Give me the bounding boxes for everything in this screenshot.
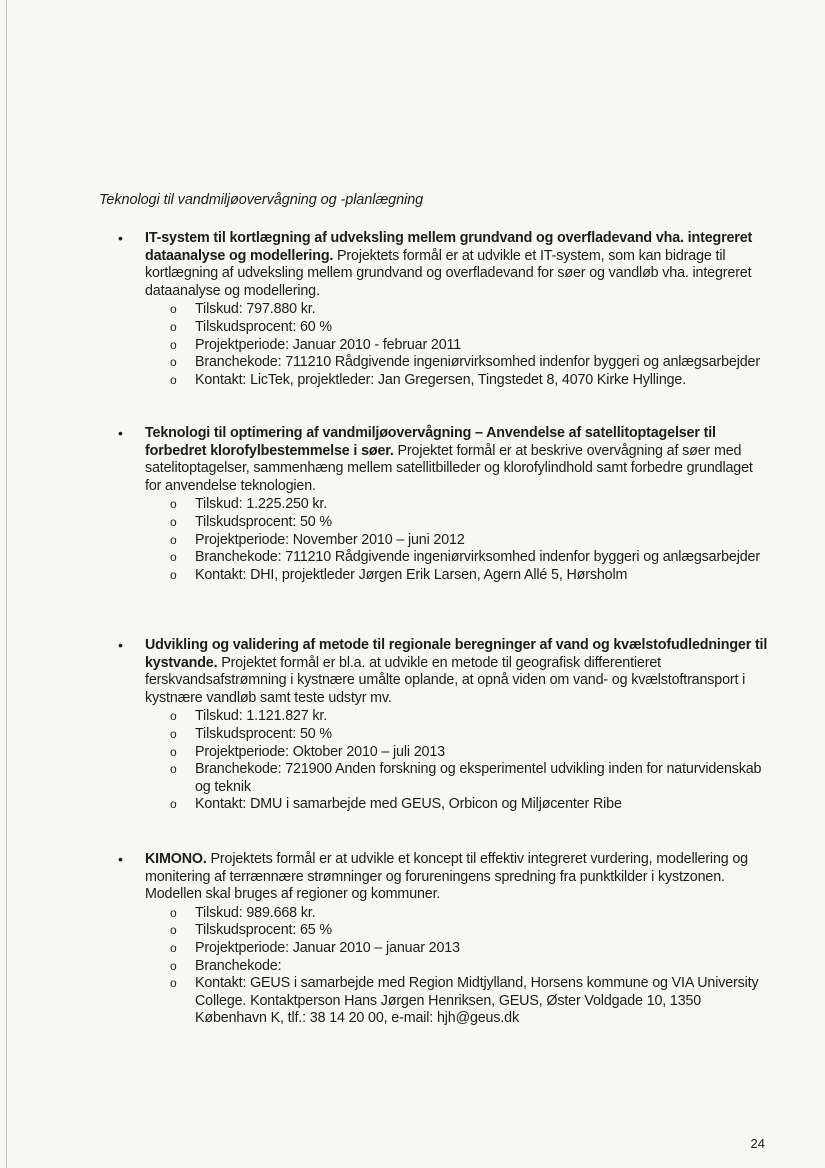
detail-grant-percent xyxy=(118,922,768,940)
bullet-icon: • xyxy=(118,637,123,653)
detail-industry-code xyxy=(118,958,768,976)
project-details xyxy=(118,708,768,814)
detail-grant-percent xyxy=(118,726,768,744)
detail-text: Projektperiode: November 2010 – juni 2012 xyxy=(195,531,465,548)
sub-bullet-icon: o xyxy=(170,532,177,547)
project-item xyxy=(118,851,768,1028)
page-number: 24 xyxy=(750,1136,765,1151)
sub-bullet-icon: o xyxy=(170,550,177,565)
project-description: Projektet formål er at beskrive overvågning af søer med satelitoptagelser, sammenhæng mellem satellitbilleder og klorofylindhold samt forbedre grundlaget for anvendelse teknologien. xyxy=(145,442,753,494)
project-details xyxy=(118,905,768,1028)
detail-period xyxy=(118,532,768,550)
detail-text: Tilskudsprocent: 50 % xyxy=(195,513,332,530)
detail-period xyxy=(118,940,768,958)
detail-text: Tilskudsprocent: 50 % xyxy=(195,725,332,742)
sub-bullet-icon: o xyxy=(170,514,177,529)
sub-bullet-icon: o xyxy=(170,567,177,582)
detail-text: Tilskud: 1.121.827 kr. xyxy=(195,708,328,725)
project-description: Projektets formål er at udvikle et koncept til effektiv integreret vurdering, modellering og monitering af terrænnære strømninger og forureningens spredning fra punktkilder i kystzonen. Modellen skal bruges af regioner og kommuner. xyxy=(145,851,748,903)
detail-contact xyxy=(118,567,768,585)
sub-bullet-icon: o xyxy=(170,497,177,512)
page-edge-line xyxy=(6,0,7,1168)
detail-text: Kontakt: LicTek, projektleder: Jan Gregersen, Tingstedet 8, 4070 Kirke Hyllinge. xyxy=(195,371,687,388)
detail-text: Branchekode: xyxy=(195,957,282,974)
project-title: Udvikling og validering af metode til regionale beregninger af vand og kvælstofudledninger til kystvande. xyxy=(145,637,768,671)
detail-grant-percent xyxy=(118,319,768,337)
project-lead xyxy=(118,851,768,904)
sub-bullet-icon: o xyxy=(170,372,177,387)
sub-bullet-icon: o xyxy=(170,355,177,370)
detail-text: Kontakt: DMU i samarbejde med GEUS, Orbicon og Miljøcenter Ribe xyxy=(195,796,622,813)
detail-text: Projektperiode: Januar 2010 - februar 2011 xyxy=(195,336,462,353)
sub-bullet-icon: o xyxy=(170,958,177,973)
sub-bullet-icon: o xyxy=(170,923,177,938)
detail-text: Kontakt: GEUS i samarbejde med Region Midtjylland, Horsens kommune og VIA University College. Kontaktperson Hans Jørgen Henriksen, GEUS, Øster Voldgade 10, 1350 København K, tlf.: 38 14 20 00, e-mail: hjh@geus.dk xyxy=(195,975,759,1027)
sub-bullet-icon: o xyxy=(170,976,177,991)
detail-contact xyxy=(118,975,768,1028)
detail-text: Branchekode: 721900 Anden forskning og eksperimentel udvikling inden for naturvidenskab og teknik xyxy=(195,761,762,795)
detail-period xyxy=(118,337,768,355)
sub-bullet-icon: o xyxy=(170,905,177,920)
sub-bullet-icon: o xyxy=(170,337,177,352)
section-title: Teknologi til vandmiljøovervågning og -planlægning xyxy=(99,192,424,208)
detail-industry-code xyxy=(118,354,768,372)
detail-period xyxy=(118,744,768,762)
project-lead xyxy=(118,230,768,300)
project-description: Projektets formål er at udvikle et IT-system, som kan bidrage til kortlægning af udveksling mellem grundvand og overfladevand for søer og vandløb vha. integreret dataanalyse og modellering. xyxy=(145,247,752,299)
project-title: KIMONO. xyxy=(145,851,207,867)
project-description: Projektet formål er bl.a. at udvikle en metode til geografisk differentieret ferskvandsafstrømning i kystnære umålte oplande, at opnå viden om vand- og kvælstoftransport i kystnære vandløb samt teste udstyr mv. xyxy=(145,654,746,706)
project-lead xyxy=(118,425,768,495)
detail-text: Branchekode: 711210 Rådgivende ingeniørvirksomhed indenfor byggeri og anlægsarbejder xyxy=(195,549,760,566)
detail-contact xyxy=(118,796,768,814)
detail-grant xyxy=(118,905,768,923)
detail-text: Projektperiode: Oktober 2010 – juli 2013 xyxy=(195,743,445,760)
bullet-icon: • xyxy=(118,230,123,246)
sub-bullet-icon: o xyxy=(170,302,177,317)
project-item xyxy=(118,425,768,584)
detail-text: Projektperiode: Januar 2010 – januar 2013 xyxy=(195,939,460,956)
detail-grant-percent xyxy=(118,514,768,532)
detail-text: Tilskud: 989.668 kr. xyxy=(195,904,316,921)
detail-grant xyxy=(118,301,768,319)
detail-text: Kontakt: DHI, projektleder Jørgen Erik Larsen, Agern Allé 5, Hørsholm xyxy=(195,566,628,583)
sub-bullet-icon: o xyxy=(170,940,177,955)
bullet-icon: • xyxy=(118,851,123,867)
detail-contact xyxy=(118,372,768,390)
detail-text: Tilskudsprocent: 60 % xyxy=(195,318,332,335)
detail-text: Branchekode: 711210 Rådgivende ingeniørvirksomhed indenfor byggeri og anlægsarbejder xyxy=(195,354,760,371)
sub-bullet-icon: o xyxy=(170,319,177,334)
detail-grant xyxy=(118,496,768,514)
detail-text: Tilskud: 797.880 kr. xyxy=(195,301,316,318)
sub-bullet-icon: o xyxy=(170,762,177,777)
project-item xyxy=(118,230,768,389)
detail-text: Tilskudsprocent: 65 % xyxy=(195,922,332,939)
sub-bullet-icon: o xyxy=(170,726,177,741)
detail-text: Tilskud: 1.225.250 kr. xyxy=(195,496,328,513)
project-title: Teknologi til optimering af vandmiljøovervågning – Anvendelse af satellitoptagelser til forbedret klorofylbestemmelse i søer. xyxy=(145,425,716,459)
detail-industry-code xyxy=(118,549,768,567)
sub-bullet-icon: o xyxy=(170,797,177,812)
project-lead xyxy=(118,637,768,707)
project-details xyxy=(118,301,768,389)
sub-bullet-icon: o xyxy=(170,744,177,759)
detail-grant xyxy=(118,708,768,726)
project-item xyxy=(118,637,768,814)
detail-industry-code xyxy=(118,761,768,796)
bullet-icon: • xyxy=(118,425,123,441)
sub-bullet-icon: o xyxy=(170,709,177,724)
project-title: IT-system til kortlægning af udveksling mellem grundvand og overfladevand vha. integreret dataanalyse og modellering. xyxy=(145,230,753,264)
project-details xyxy=(118,496,768,584)
